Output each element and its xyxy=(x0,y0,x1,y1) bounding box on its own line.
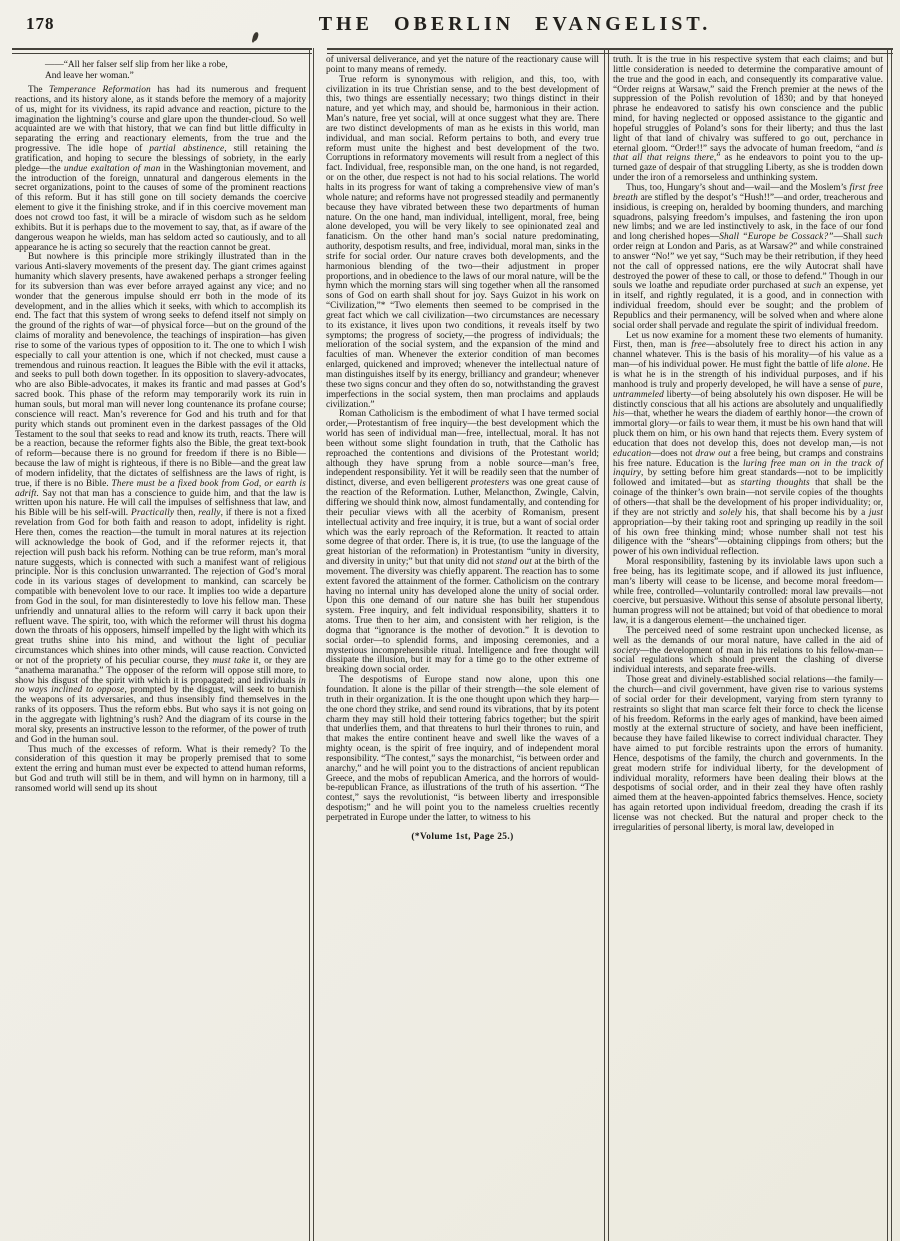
column-divider-1 xyxy=(309,48,314,1241)
header-rule-right xyxy=(327,48,893,54)
paragraph: Those great and divinely-established social relations—the family—the church—and civil government, have given rise to various systems of social order for their development, varying from stern tyranny to restraints so slight that man scarce felt their force to check the license of his freedom. Reforms in the early ages of mankind, have been aimed mostly at the external structure of society, and have been inefficient, because they have failed likewise to correct individual character. They have aimed to put forcible restraints upon the errors of humanity. Hence, despotisms of the family, the church and governments. In the great modern strife for individual liberty, for the development of individual morality, reformers have been dealing their blows at the despotisms of social order, and in their zeal they have often rashly aimed them at the heaven-appointed fabrics themselves. Hence, society has again retorted upon individual freedom, dreading the crash if its license was not checked. But the natural and proper check to the irregularities of personal liberty, is moral law, developed in xyxy=(613,675,883,833)
paragraph: True reform is synonymous with religion, and this, too, with civilization in its true Christian sense, and to the best development of this, two things are essentially necessary; two things distinct in their nature, and yet which may, and should be, harmonious in their action. Man’s nature, free yet social, will at once suggest what they are. There are two distinct developments of man as he exists in this world, man individual, and man social. Reform pertains to both, and every true reform must unite the highest and best development of the two. Corruptions in reformatory movements will result from a neglect of this fact. Individual, free, responsible man, on the one hand, is not regarded, or on the other, due respect is not had to his social relations. The world halts in its progress for want of taking a comprehensive view of man’s whole nature; and reforms have not progressed steadily and permanently because they have vibrated between these two departments of human nature. On the one hand, man individual, intelligent, moral, free, being alone developed, you will be very likely to see opinionated zeal and fanaticism. On the other hand man’s social nature predominating, authority, despotism results, and free, individual, moral man, sinks in the strife for social order. Our nature craves both developments, and the harmonious blending of the two—their adjustment in proper proportions, and in obedience to the laws of our moral nature, will be the hymn which the morning stars will sing together when all the ransomed sons of God on earth shall shout for joy. Says Guizot in his work on “Civilization,”* “Two elements then seemed to be comprised in the great fact which we call civilization—two circumstances are necessary to its existance, it lives upon two conditions, it reveals itself by two symptoms; the progress of society,—the progress of individuals; the melioration of the social system, and the expansion of the mind and faculties of man. Whenever the exterior condition of man becomes enlarged, quickened and improved; whenever the intellectual nature of man distinguishes itself by its energy, brilliancy and grandeur; whenever these two signs concur and they often do so, notwithstanding the gravest imperfections in the social system, then man proclaims and applauds civilization.” xyxy=(326,74,599,410)
paragraph: The Temperance Reformation has had its numerous and frequent reactions, and its history alone, as it stands before the memory of a majority of us, might for its vividness, its rapid advance and reaction, picture to the imagination the lightning’s course and glare upon the thunder-cloud. So well acquainted are we with that history, that we can find but little difficulty in separating the erring and reactionary elements, from the true and the progressive. The idle hope of partial abstinence, still retaining the gratification, and hoping to secure the blessings of sobriety, in the early pledge—the undue exaltation of man in the Washingtonian movement, and the introduction of the foreign, unnatural and dangerous elements in the secret organizations, point to the causes of some of the prominent reactions of this reform. But it has still gone on till society demands the coercive element to give it the finishing stroke, and if in this coercive movement man does not crowd too fast, it will be a miracle of wisdom such as he seldom exhibits. But it is perhaps due to the movement to say, that, as if aware of the dangerous weapon he wields, man has seldom acted so cautiously, and to all appearance he is acting so securely that the reaction cannot be great. xyxy=(15,85,307,253)
column-divider-2 xyxy=(604,48,609,1241)
masthead-title: THE OBERLIN EVANGELIST. xyxy=(318,13,712,35)
poem-line: ——“All her falser self slip from her like a robe, xyxy=(45,60,228,70)
poem-line: And leave her woman.” xyxy=(45,71,134,81)
paragraph: Thus much of the excesses of reform. What is their remedy? To the consideration of this question it may be properly premised that to some extent the erring and human must ever be expected to attend human reforms, but God and truth will still be in them, and will hymn on in harmony, till a ransomed world will send up its shout xyxy=(15,744,306,794)
paragraph: Moral responsibility, fastening by its inviolable laws upon such a free being, has its legitimate scope, and if allowed its just influence, man’s liberty will cease to be license, and become moral freedom—while free, controlled—voluntarily controlled: moral law prevails—not coercive, but persuasive. Without this sense of absolute personal liberty, human progress will not be attained; but void of that obedience to moral law, it is a dangerous element—the unchained tiger. xyxy=(613,557,883,627)
footnote-volume-reference: (*Volume 1st, Page 25.) xyxy=(411,831,514,842)
paragraph: truth. It is the true in his respective system that each claims; and but little consideration is needed to determine the comparative amount of the true and the good in each, and consequently its comparative value. “Order reigns at Warsaw,” said the French premier at the news of the suppression of the Polish revolution of 1830; and by that honeyed phrase he endeavored to satisfy his own conscience and the public mind, for having neglected or opposed assistance to the gigantic and hopeful struggles of Poland’s sons for their liberty; and thus the last light of that land of chivalry was suffered to go out, perchance in eternal gloom. “Order!!” says the advocate of human freedom, “and is that all that reigns there,” as he endeavors to point you to the up-turned gaze of despair of that struggling Liberty, as she is trodden down under the iron of a remorseless and unthinking system. xyxy=(613,55,883,184)
page-edge-rule xyxy=(887,48,892,1241)
page-number: 178 xyxy=(26,14,55,33)
column-1 xyxy=(15,60,306,795)
column-2 xyxy=(326,56,599,843)
paragraph: of universal deliverance, and yet the nature of the reactionary cause will point to many means of remedy. xyxy=(326,55,599,75)
header-rule-left xyxy=(12,48,312,54)
paragraph: Let us now examine for a moment these two elements of humanity. First, then, man is free—absolutely free to direct his action in any channel whatever. This is the basis of his morality—of his value as a man—of his individual power. He must fight the battle of life alone. He is what he is in the strength of his individual purposes, and if his manhood is truly and properly developed, he will have a sense of pure, untrammeled liberty—of being absolutely his own disposer. He will be distinctly conscious that all his actions are absolutely and unqualifiedly his—that, whether he wears the diadem of earthly honor—the crown of immortal glory—or fails to wear them, it must be his own hand that will pluck them on him, or his own hand that rejects them. Every system of education that does not develop this, does not develop man,—is not education—does not draw out a free being, but cramps and constrains his free nature. Education is the luring free man on in the track of inquiry, by setting before him great standards—not to be implicitly followed and imitated—but as starting thoughts that shall be the coinage of the thinker’s own brain—not servile copies of the thoughts of others—that shall be the development of his proper individuality; or, if they are not strictly and solely his, that shall become his by a just appropriation—by their taking root and springing up readily in the soil of his own free thinking mind; whose number shall not test his diligence with the “shears”—obtaining clippings from others; but the power of his own individual reflection. xyxy=(613,330,884,558)
column-3 xyxy=(613,56,883,834)
paragraph: Roman Catholicism is the embodiment of what I have termed social order,—Protestantism of free inquiry—the best development which the world has seen of individual man—free, intellectual, moral. It has not been without some slight foundation in truth, that the Catholic has reproached the contentions and divisions of the Protestant world; although they have sprung from a noble source—man’s free, independent responsibility. Yet it will be readily seen that the number of distinct, diverse, and even belligerent protesters was one great cause of the reaction of the Reformation. Luther, Melancthon, Zwingle, Calvin, differing we should think now, almost fundamentally, and contending for their peculiar views with all the acerbity of Romanism, present intellectual activity and free inquiry, it is true, but a want of social order which was the early reproach of the Reformation. It reacted to attain some degree of that order. There is, it is true, (to use the language of the great historian of the reformation) in Protestantism “unity in diversity, and diversity in unity;” but that unity did not stand out at the birth of the movement. The diversity was chiefly apparent. The reaction has to some extent favored the attainment of the former. Catholicism on the contrary having no internal unity has developed alone the unity of social order. Upon this one demand of our nature she has built her stupendous system. Free inquiry, and felt individual responsibility, shatters it to atoms. True then to her aim, and consistent with her religion, is the dogma that “ignorance is the mother of devotion.” It is devotion to social order—to splendid forms, and imposing ceremonies, and a mysterious incomprehensible ritual. Intelligence and free thought will dissipate the illusion, but it may for a time go to the other extreme of breaking down social order. xyxy=(326,409,599,676)
paragraph: The perceived need of some restraint upon unchecked license, as well as the demands of our moral nature, have called in the aid of society—the development of man in his relations to his fellow-man—social regulations which should prevent the clashing of diverse individual interests, and separate free-wills. xyxy=(613,625,883,676)
ink-blot-decoration xyxy=(252,32,259,42)
poem-excerpt xyxy=(15,60,306,82)
paragraph: The despotisms of Europe stand now alone, upon this one foundation. It alone is the pillar of their strength—the sole element of truth in their organization. It is the one thought upon which they harp—the one chord they strike, and send round its vibrations, that by its potent charm they may still hold their tottering fabrics together; but the spirit that underlies them, and that threatens to hurl their thrones to ruin, and that makes the entire continent heave and swell like the waves of a mighty ocean, is the spirit of free inquiry, and of independent moral responsibility. “The contest,” says the monarchist, “is between order and anarchy,” and he will point you to the distractions of ancient republican Greece, and the mobs of republican America, and the horrors of would-be-republican France, as illustrations of the truth of his assertion. “The contest,” says the revolutionist, “is between liberty and irresponsible despotism;” and he will point you to the nameless cruelties recently perpetrated in Europe under the latter, to witness to his xyxy=(326,675,599,823)
paragraph: But nowhere is this principle more strikingly illustrated than in the various Anti-slavery movements of the present day. The giant crimes against humanity which slavery presents, have awakened perhaps a stronger feeling for its subversion than was ever before arrayed against any vice; and no wonder that the generous impulse should err both in the mode of its development, and in the allies which it seeks, with which to accomplish its end. The fact that this system of wrong seeks to defend itself not simply on the ground of the rights of war—of physical force—but on the ground of the claims of morality and benevolence, the teachings of inspiration—has given rise to some of the various types of opposition to it. The one to which I wish especially to call your attention is one, which if not checked, must cause a tremendous and ruinous reaction. It leagues the Bible with the evil it attacks, and seeks to pull both down together. In its opposition to slavery-advocates, who are also Bible-advocates, it makes its frantic and mad passes at God’s sacred book. This phase of the reform may temporarily work its ruin in human souls, but moral man will never long countenance its profane course; conscience will react. Man’s reverence for God and his truth and for that purity which stands out prominent even in the darkest passages of the Old Testament to the soul that seeks to read and know its truth, reacts. There will be a reaction, because the reformer fights also the Bible, the great text-book of reform—because there is no ground for freedom if there is no Bible—because the law of might is righteous, if there is no Bible—and the great law of modern infidelity, that the dictates of selfishness are the laws of right, is true, if there is no Bible. There must be a fixed book from God, or earth is adrift. Say not that man has a conscience to guide him, and that the law is written upon his nature. He will call the impulses of selfishness that law, and his Bible will be his self-will. Practically then, really, if there is not a fixed revelation from God for both faith and reason to adopt, infidelity is right. Here then, comes the reaction—the tumult in moral natures at its rejection will acknowledge the book of God, and if the reformer rejects it, that rejection will push back his reform. Nothing can be true reform, man’s moral nature suggests, which is connected with such a manifest want of religious principle. Nor is this conclusion unwarranted. The rejection of God’s moral code in its various stages of development to mankind, can scarcely be compatible with benevolent love to our race. It implies too wide a departure from God in the soul, for man disinterestedly to love his fellow man. These unfriendly and unnatural allies to the reform will carry it back upon their refluent wave. The spirit, too, with which the reformer will thrust his dogma down the throats of his opposers, himself impelled by the light with which its great truths shine into his mind, and without the light of peculiar circumstances which shines into other minds, will cause reaction. Convicted or not of the propriety of his peculiar course, they must take it, or they are “anathema maranatha.” The opposer of the reform will oppose still more, to show his disgust of the spirit with which it is propagated; and individuals in no ways inclined to oppose, prompted by the disgust, will seek to burnish the weapons of its adversaries, and thus insensibly find themselves in the ranks of its opposers. Thus the reform ebbs. But who says it is not going on in the aggregate with lightning’s rush? And the diagram of its course in the moral sky, presents an instructive lesson to the reformer, of the power of truth and God in the human soul. xyxy=(15,252,306,745)
paragraph: Thus, too, Hungary’s shout and—wail—and the Moslem’s first free breath are stifled by the despot’s “Hush!!”—and order, treacherous and insidious, is creeping on, heralded by booming thunders, and marching squadrons, palsying freedom’s impulses, and fastening the iron upon new limbs; and we are led instinctively to ask, in the face of our fond and long cherished hopes—Shall “Europe be Cossack?”—Shall such order reign at London and Paris, as at Warsaw?” and while constrained to answer “No!” we yet say, “Such may be their retribution, if they heed not the call of oppressed nations, ere the wily Autocrat shall have destroyed the power of these to call, or those to defend.” Though in our souls we loathe and repudiate order purchased at such an expense, yet in itself, and rightly regulated, it is a good, and in connection with individual freedom, should ever be sought; and the problem of Republics and their permanency, will be solved when and where alone social order shall pervade and regulate the spirit of individual freedom. xyxy=(613,182,884,331)
